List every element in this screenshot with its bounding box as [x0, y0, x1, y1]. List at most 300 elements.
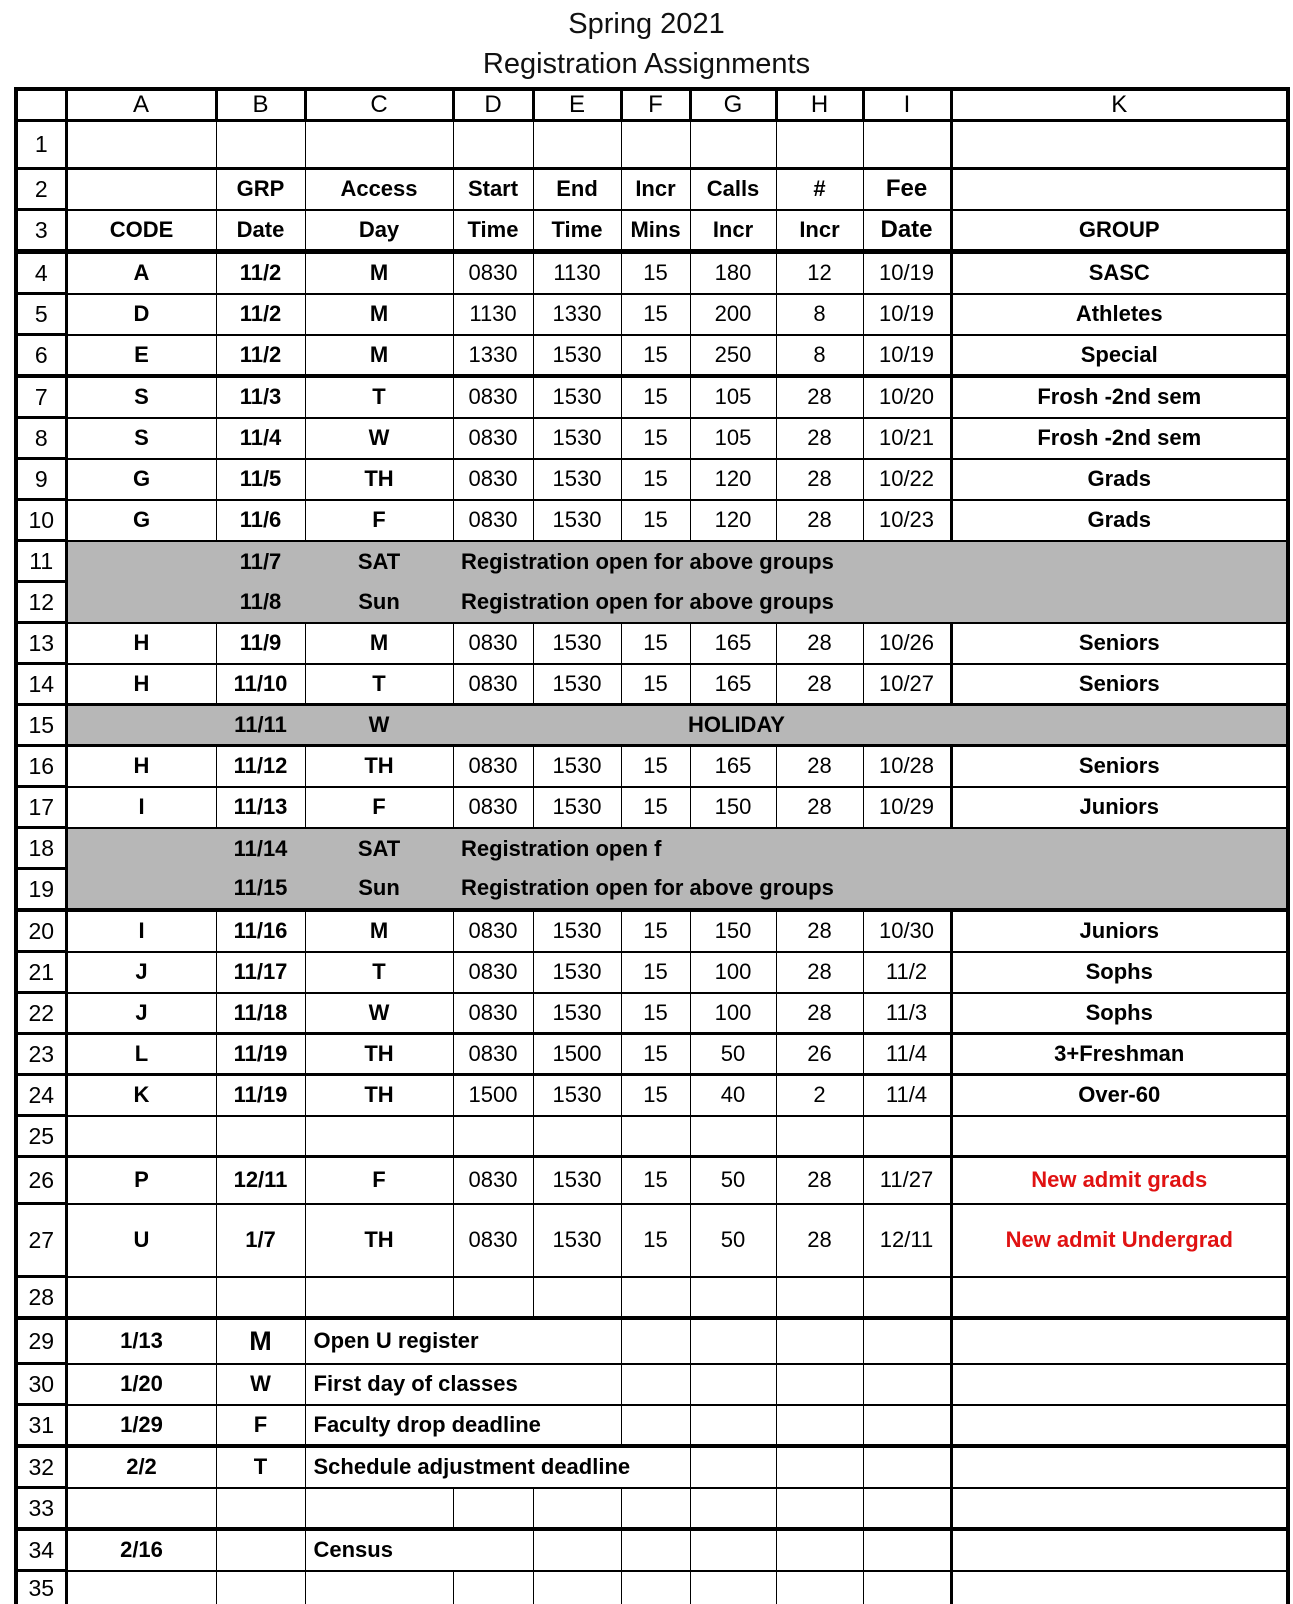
cell-h9: 28: [776, 459, 863, 500]
cell-i2: Fee: [863, 169, 951, 210]
cell-b18: 11/14: [216, 828, 305, 869]
row-5: [16, 294, 1288, 335]
cell-i29: [863, 1318, 951, 1364]
cell-e8: 1530: [533, 418, 621, 459]
cell-i7: 10/20: [863, 376, 951, 418]
cell-k22: Sophs: [951, 993, 1288, 1034]
cell-f17: 15: [621, 787, 690, 828]
cell-a10: G: [66, 500, 216, 541]
cell-i32: [863, 1446, 951, 1488]
cell-f23: 15: [621, 1034, 690, 1075]
cell-g23: 50: [690, 1034, 776, 1075]
cell-k5: Athletes: [951, 294, 1288, 335]
column-header-h: H: [776, 89, 863, 121]
cell-k2: [951, 169, 1288, 210]
cell-d22: 0830: [453, 993, 533, 1034]
cell-a9: G: [66, 459, 216, 500]
row-header-5: 5: [16, 294, 66, 335]
row-header-14: 14: [16, 664, 66, 705]
cell-d28: [453, 1277, 533, 1319]
cell-e6: 1530: [533, 335, 621, 377]
cell-h32: [776, 1446, 863, 1488]
row-header-24: 24: [16, 1075, 66, 1116]
cell-h35: [776, 1571, 863, 1604]
cell-h7: 28: [776, 376, 863, 418]
cell-k29: [951, 1318, 1288, 1364]
cell-k6: Special: [951, 335, 1288, 377]
cell-b8: 11/4: [216, 418, 305, 459]
cell-d18: Registration open f: [453, 828, 1288, 869]
cell-k33: [951, 1488, 1288, 1530]
cell-d23: 0830: [453, 1034, 533, 1075]
cell-h4: 12: [776, 252, 863, 294]
row-header-7: 7: [16, 376, 66, 418]
cell-g14: 165: [690, 664, 776, 705]
column-header-c: C: [305, 89, 453, 121]
cell-k21: Sophs: [951, 952, 1288, 993]
row-header-23: 23: [16, 1034, 66, 1075]
cell-i17: 10/29: [863, 787, 951, 828]
cell-e23: 1500: [533, 1034, 621, 1075]
cell-a22: J: [66, 993, 216, 1034]
cell-c14: T: [305, 664, 453, 705]
row-19: [16, 869, 1288, 911]
cell-d15: HOLIDAY: [453, 705, 1288, 746]
cell-g5: 200: [690, 294, 776, 335]
cell-b14: 11/10: [216, 664, 305, 705]
cell-b16: 11/12: [216, 746, 305, 787]
cell-i27: 12/11: [863, 1204, 951, 1277]
cell-f4: 15: [621, 252, 690, 294]
cell-i35: [863, 1571, 951, 1604]
cell-g13: 165: [690, 623, 776, 664]
cell-g4: 180: [690, 252, 776, 294]
row-24: [16, 1075, 1288, 1116]
cell-k8: Frosh -2nd sem: [951, 418, 1288, 459]
row-4: [16, 252, 1288, 294]
cell-b35: [216, 1571, 305, 1604]
cell-f3: Mins: [621, 210, 690, 252]
cell-d21: 0830: [453, 952, 533, 993]
cell-b20: 11/16: [216, 910, 305, 952]
cell-f2: Incr: [621, 169, 690, 210]
cell-i16: 10/28: [863, 746, 951, 787]
cell-b31: F: [216, 1405, 305, 1447]
cell-e14: 1530: [533, 664, 621, 705]
cell-i24: 11/4: [863, 1075, 951, 1116]
cell-c3: Day: [305, 210, 453, 252]
cell-i23: 11/4: [863, 1034, 951, 1075]
row-3: [16, 210, 1288, 252]
row-25: [16, 1116, 1288, 1157]
cell-f1: [621, 121, 690, 169]
cell-k13: Seniors: [951, 623, 1288, 664]
row-8: [16, 418, 1288, 459]
cell-g31: [690, 1405, 776, 1447]
cell-i33: [863, 1488, 951, 1530]
cell-b19: 11/15: [216, 869, 305, 911]
cell-f9: 15: [621, 459, 690, 500]
row-header-6: 6: [16, 335, 66, 377]
cell-d16: 0830: [453, 746, 533, 787]
row-17: [16, 787, 1288, 828]
cell-i28: [863, 1277, 951, 1319]
cell-c26: F: [305, 1157, 453, 1204]
cell-b17: 11/13: [216, 787, 305, 828]
cell-e17: 1530: [533, 787, 621, 828]
cell-d35: [453, 1571, 533, 1604]
cell-h24: 2: [776, 1075, 863, 1116]
cell-b34: [216, 1529, 305, 1571]
cell-b23: 11/19: [216, 1034, 305, 1075]
cell-d17: 0830: [453, 787, 533, 828]
cell-b10: 11/6: [216, 500, 305, 541]
cell-c18: SAT: [305, 828, 453, 869]
column-header-f: F: [621, 89, 690, 121]
cell-f6: 15: [621, 335, 690, 377]
cell-b6: 11/2: [216, 335, 305, 377]
row-20: [16, 910, 1288, 952]
cell-k30: [951, 1364, 1288, 1405]
cell-c28: [305, 1277, 453, 1319]
row-30: [16, 1364, 1288, 1405]
row-header-27: 27: [16, 1204, 66, 1277]
cell-i34: [863, 1529, 951, 1571]
row-28: [16, 1277, 1288, 1319]
cell-f22: 15: [621, 993, 690, 1034]
cell-e24: 1530: [533, 1075, 621, 1116]
cell-k25: [951, 1116, 1288, 1157]
cell-c9: TH: [305, 459, 453, 500]
row-header-17: 17: [16, 787, 66, 828]
cell-e2: End: [533, 169, 621, 210]
row-header-8: 8: [16, 418, 66, 459]
cell-g9: 120: [690, 459, 776, 500]
cell-h6: 8: [776, 335, 863, 377]
cell-k35: [951, 1571, 1288, 1604]
cell-c21: T: [305, 952, 453, 993]
cell-a27: U: [66, 1204, 216, 1277]
cell-k23: 3+Freshman: [951, 1034, 1288, 1075]
cell-d8: 0830: [453, 418, 533, 459]
cell-h33: [776, 1488, 863, 1530]
cell-a12: [66, 582, 216, 623]
cell-e7: 1530: [533, 376, 621, 418]
cell-c33: [305, 1488, 453, 1530]
row-22: [16, 993, 1288, 1034]
row-11: [16, 541, 1288, 582]
cell-c10: F: [305, 500, 453, 541]
cell-c4: M: [305, 252, 453, 294]
cell-c13: M: [305, 623, 453, 664]
cell-a29: 1/13: [66, 1318, 216, 1364]
row-header-4: 4: [16, 252, 66, 294]
cell-e1: [533, 121, 621, 169]
cell-i8: 10/21: [863, 418, 951, 459]
cell-a26: P: [66, 1157, 216, 1204]
cell-e13: 1530: [533, 623, 621, 664]
column-header-a: A: [66, 89, 216, 121]
column-header-corner: [16, 89, 66, 121]
row-header-2: 2: [16, 169, 66, 210]
row-header-16: 16: [16, 746, 66, 787]
cell-d20: 0830: [453, 910, 533, 952]
cell-a17: I: [66, 787, 216, 828]
cell-d12: Registration open for above groups: [453, 582, 1288, 623]
cell-c7: T: [305, 376, 453, 418]
cell-a28: [66, 1277, 216, 1319]
row-header-30: 30: [16, 1364, 66, 1405]
cell-a7: S: [66, 376, 216, 418]
cell-c23: TH: [305, 1034, 453, 1075]
cell-b28: [216, 1277, 305, 1319]
cell-d19: Registration open for above groups: [453, 869, 1288, 911]
cell-h2: #: [776, 169, 863, 210]
cell-a19: [66, 869, 216, 911]
cell-b26: 12/11: [216, 1157, 305, 1204]
cell-h13: 28: [776, 623, 863, 664]
cell-i30: [863, 1364, 951, 1405]
cell-k16: Seniors: [951, 746, 1288, 787]
row-header-21: 21: [16, 952, 66, 993]
cell-a34: 2/16: [66, 1529, 216, 1571]
cell-g8: 105: [690, 418, 776, 459]
cell-h14: 28: [776, 664, 863, 705]
cell-f21: 15: [621, 952, 690, 993]
cell-g25: [690, 1116, 776, 1157]
row-9: [16, 459, 1288, 500]
cell-a3: CODE: [66, 210, 216, 252]
cell-a24: K: [66, 1075, 216, 1116]
row-34: [16, 1529, 1288, 1571]
row-header-9: 9: [16, 459, 66, 500]
cell-g34: [690, 1529, 776, 1571]
cell-f33: [621, 1488, 690, 1530]
cell-h17: 28: [776, 787, 863, 828]
row-header-10: 10: [16, 500, 66, 541]
cell-f31: [621, 1405, 690, 1447]
column-header-k: K: [951, 89, 1288, 121]
row-15: [16, 705, 1288, 746]
row-header-32: 32: [16, 1446, 66, 1488]
column-header-d: D: [453, 89, 533, 121]
cell-c15: W: [305, 705, 453, 746]
cell-f7: 15: [621, 376, 690, 418]
cell-b4: 11/2: [216, 252, 305, 294]
row-12: [16, 582, 1288, 623]
row-header-12: 12: [16, 582, 66, 623]
column-header-g: G: [690, 89, 776, 121]
cell-c19: Sun: [305, 869, 453, 911]
cell-g6: 250: [690, 335, 776, 377]
row-33: [16, 1488, 1288, 1530]
cell-g21: 100: [690, 952, 776, 993]
cell-d26: 0830: [453, 1157, 533, 1204]
cell-e34: [533, 1529, 621, 1571]
cell-b21: 11/17: [216, 952, 305, 993]
row-6: [16, 335, 1288, 377]
cell-a8: S: [66, 418, 216, 459]
cell-d11: Registration open for above groups: [453, 541, 1288, 582]
cell-k3: GROUP: [951, 210, 1288, 252]
cell-i9: 10/22: [863, 459, 951, 500]
row-header-11: 11: [16, 541, 66, 582]
cell-g7: 105: [690, 376, 776, 418]
row-14: [16, 664, 1288, 705]
row-16: [16, 746, 1288, 787]
cell-f34: [621, 1529, 690, 1571]
cell-h8: 28: [776, 418, 863, 459]
cell-a33: [66, 1488, 216, 1530]
cell-g3: Incr: [690, 210, 776, 252]
cell-b7: 11/3: [216, 376, 305, 418]
cell-d14: 0830: [453, 664, 533, 705]
cell-g35: [690, 1571, 776, 1604]
cell-f16: 15: [621, 746, 690, 787]
cell-g16: 165: [690, 746, 776, 787]
title-line-1: Spring 2021: [0, 4, 1293, 44]
row-26: [16, 1157, 1288, 1204]
cell-b12: 11/8: [216, 582, 305, 623]
cell-c11: SAT: [305, 541, 453, 582]
cell-e20: 1530: [533, 910, 621, 952]
cell-h5: 8: [776, 294, 863, 335]
cell-c1: [305, 121, 453, 169]
row-header-13: 13: [16, 623, 66, 664]
cell-k7: Frosh -2nd sem: [951, 376, 1288, 418]
cell-d2: Start: [453, 169, 533, 210]
cell-a5: D: [66, 294, 216, 335]
cell-c32: Schedule adjustment deadline: [305, 1446, 690, 1488]
cell-c5: M: [305, 294, 453, 335]
cell-g32: [690, 1446, 776, 1488]
cell-i3: Date: [863, 210, 951, 252]
cell-g28: [690, 1277, 776, 1319]
cell-g24: 40: [690, 1075, 776, 1116]
cell-e9: 1530: [533, 459, 621, 500]
cell-f35: [621, 1571, 690, 1604]
cell-f28: [621, 1277, 690, 1319]
cell-k24: Over-60: [951, 1075, 1288, 1116]
cell-f24: 15: [621, 1075, 690, 1116]
cell-c34: Census: [305, 1529, 533, 1571]
cell-e22: 1530: [533, 993, 621, 1034]
cell-f27: 15: [621, 1204, 690, 1277]
cell-b2: GRP: [216, 169, 305, 210]
row-header-22: 22: [16, 993, 66, 1034]
row-21: [16, 952, 1288, 993]
cell-c22: W: [305, 993, 453, 1034]
cell-a15: [66, 705, 216, 746]
cell-c6: M: [305, 335, 453, 377]
cell-g22: 100: [690, 993, 776, 1034]
cell-a20: I: [66, 910, 216, 952]
cell-d10: 0830: [453, 500, 533, 541]
cell-h34: [776, 1529, 863, 1571]
cell-c20: M: [305, 910, 453, 952]
row-27: [16, 1204, 1288, 1277]
cell-a11: [66, 541, 216, 582]
cell-h31: [776, 1405, 863, 1447]
cell-a13: H: [66, 623, 216, 664]
cell-c25: [305, 1116, 453, 1157]
cell-k32: [951, 1446, 1288, 1488]
cell-g10: 120: [690, 500, 776, 541]
cell-i21: 11/2: [863, 952, 951, 993]
cell-d9: 0830: [453, 459, 533, 500]
row-header-34: 34: [16, 1529, 66, 1571]
cell-i1: [863, 121, 951, 169]
cell-h29: [776, 1318, 863, 1364]
row-13: [16, 623, 1288, 664]
cell-f8: 15: [621, 418, 690, 459]
cell-e26: 1530: [533, 1157, 621, 1204]
row-31: [16, 1405, 1288, 1447]
cell-k17: Juniors: [951, 787, 1288, 828]
cell-d25: [453, 1116, 533, 1157]
cell-b24: 11/19: [216, 1075, 305, 1116]
cell-h22: 28: [776, 993, 863, 1034]
cell-a4: A: [66, 252, 216, 294]
cell-d24: 1500: [453, 1075, 533, 1116]
cell-b22: 11/18: [216, 993, 305, 1034]
cell-e33: [533, 1488, 621, 1530]
cell-a16: H: [66, 746, 216, 787]
cell-h3: Incr: [776, 210, 863, 252]
cell-d1: [453, 121, 533, 169]
cell-k34: [951, 1529, 1288, 1571]
cell-i5: 10/19: [863, 294, 951, 335]
cell-a18: [66, 828, 216, 869]
cell-h10: 28: [776, 500, 863, 541]
row-header-35: 35: [16, 1571, 66, 1604]
cell-a23: L: [66, 1034, 216, 1075]
cell-c12: Sun: [305, 582, 453, 623]
cell-i20: 10/30: [863, 910, 951, 952]
cell-g17: 150: [690, 787, 776, 828]
cell-b3: Date: [216, 210, 305, 252]
registration-table: [14, 87, 1290, 1604]
cell-k27: New admit Undergrad: [951, 1204, 1288, 1277]
cell-a6: E: [66, 335, 216, 377]
cell-k10: Grads: [951, 500, 1288, 541]
cell-g2: Calls: [690, 169, 776, 210]
cell-b15: 11/11: [216, 705, 305, 746]
cell-c2: Access: [305, 169, 453, 210]
cell-d6: 1330: [453, 335, 533, 377]
column-letters-row: [16, 89, 1288, 121]
cell-a2: [66, 169, 216, 210]
row-18: [16, 828, 1288, 869]
cell-e4: 1130: [533, 252, 621, 294]
row-1: [16, 121, 1288, 169]
cell-d7: 0830: [453, 376, 533, 418]
cell-d4: 0830: [453, 252, 533, 294]
cell-k1: [951, 121, 1288, 169]
cell-e35: [533, 1571, 621, 1604]
row-2: [16, 169, 1288, 210]
cell-c35: [305, 1571, 453, 1604]
cell-k4: SASC: [951, 252, 1288, 294]
title-line-2: Registration Assignments: [0, 44, 1293, 84]
cell-g27: 50: [690, 1204, 776, 1277]
cell-c24: TH: [305, 1075, 453, 1116]
cell-b33: [216, 1488, 305, 1530]
cell-i4: 10/19: [863, 252, 951, 294]
row-header-15: 15: [16, 705, 66, 746]
row-35: [16, 1571, 1288, 1604]
cell-e10: 1530: [533, 500, 621, 541]
